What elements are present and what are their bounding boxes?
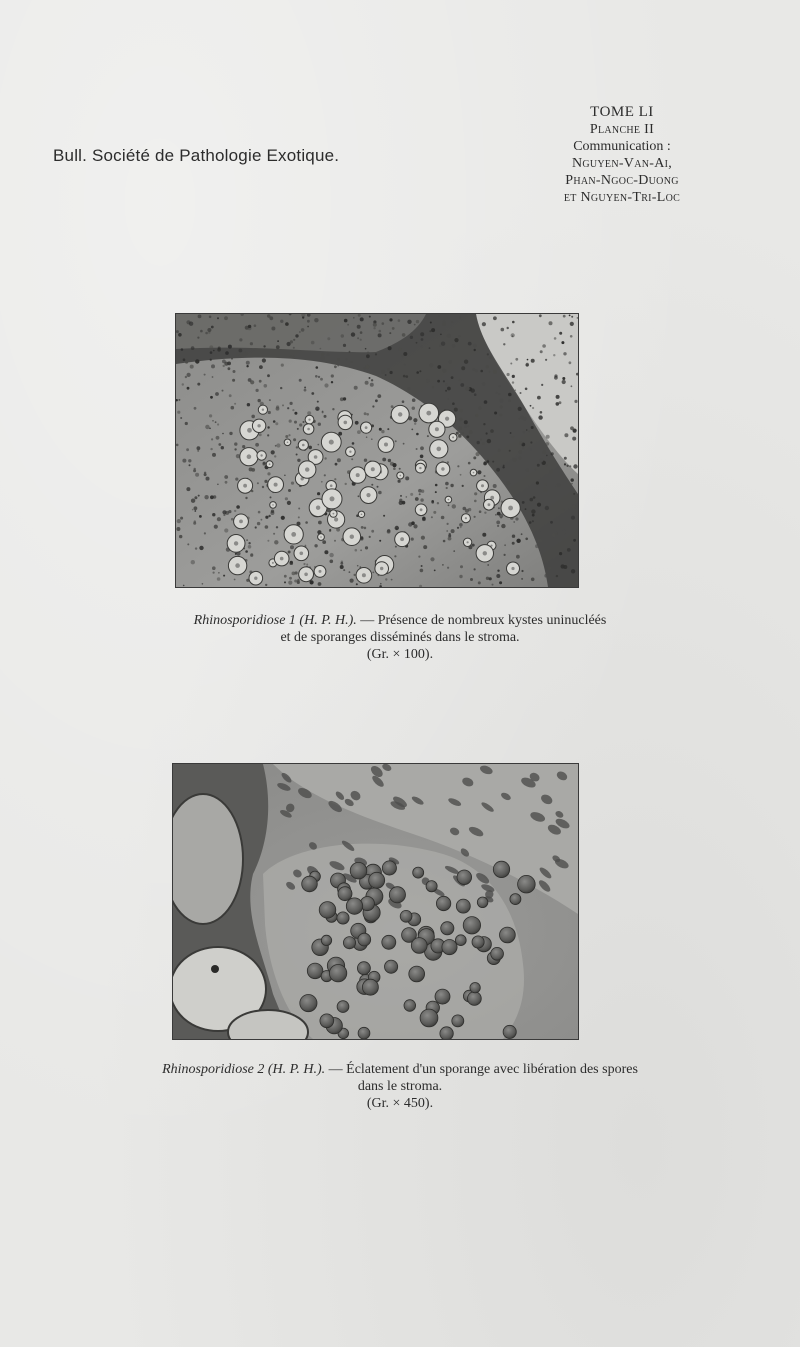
caption-2-title: Rhinosporidiose 2 (H. P. H.). [162,1062,326,1077]
journal-title: Bull. Société de Pathologie Exotique. [53,146,340,165]
author-line-2: Phan-Ngoc-Duong [565,173,679,188]
caption-figure-1 [100,612,700,663]
micrograph-2-image [173,764,578,1039]
caption-1-magnification: (Gr. × 100). [366,647,434,662]
plate-number: Planche II [589,122,655,137]
communication-label: Communication : [573,139,671,154]
caption-1-description-1: — Présence de nombreux kystes uninucléés [360,613,607,628]
caption-1-title: Rhinosporidiose 1 (H. P. H.). [193,613,357,628]
caption-figure-2 [60,1061,740,1112]
caption-2-line-1 [60,1061,740,1078]
micrograph-1-image [176,314,578,587]
caption-2-description-2: dans le stroma. [357,1079,443,1094]
caption-1-line-1 [100,612,700,629]
caption-2-magnification: (Gr. × 450). [366,1096,434,1111]
plate-header [520,104,724,206]
micrograph-1 [175,313,579,588]
tome-number: TOME LI [590,104,654,120]
author-line-3: et Nguyen-Tri-Loc [563,190,681,205]
author-line-1: Nguyen-Van-Ai, [571,156,673,171]
caption-1-description-2: et de sporanges disséminés dans le stroma. [280,630,520,645]
micrograph-2 [172,763,579,1040]
caption-2-description-1: — Éclatement d'un sporange avec libération des spores [328,1062,638,1077]
